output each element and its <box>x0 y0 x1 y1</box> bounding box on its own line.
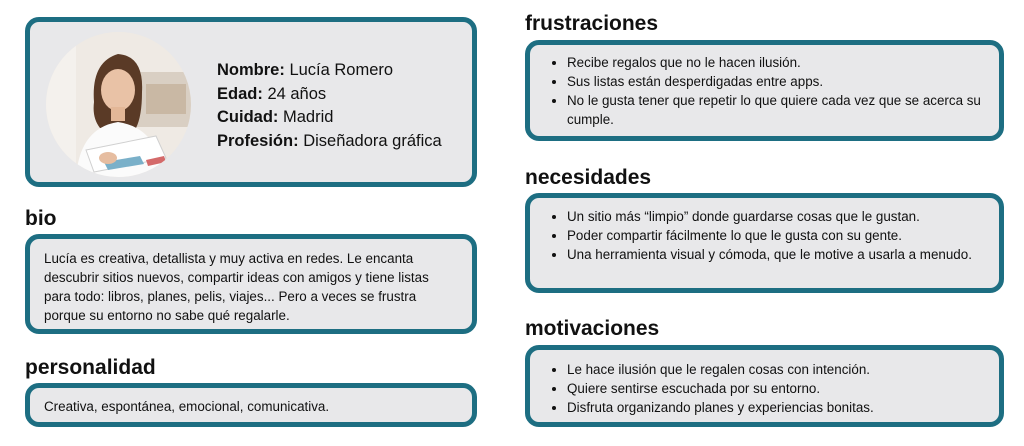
frustrations-heading: frustraciones <box>525 12 659 35</box>
age-row <box>217 83 442 107</box>
bio-heading: bio <box>25 207 57 230</box>
list-item: • Un sitio más “limpio” donde guardarse cosas que le gustan. <box>567 207 985 226</box>
personality-heading: personalidad <box>25 356 156 379</box>
list-item: • Quiere sentirse escuchada por su entorno. <box>567 379 985 398</box>
name-value: Lucía Romero <box>289 61 394 79</box>
list-item: • Le hace ilusión que le regalen cosas con intención. <box>567 360 985 379</box>
frustrations-card <box>525 40 1004 141</box>
profile-facts <box>217 59 442 153</box>
age-value: 24 años <box>267 84 327 103</box>
list-item: • Una herramienta visual y cómoda, que le motive a usarla a menudo. <box>567 245 985 264</box>
needs-card <box>525 193 1004 293</box>
bio-text: Lucía es creativa, detallista y muy activa en redes. Le encanta descubrir sitios nuevos, compartir ideas con amigos y tiene listas para todo: libros, planes, pelis, viajes... Pero a veces se frustra porque su entorno no sabe qué regalarle. <box>44 251 429 323</box>
list-item: • Poder compartir fácilmente lo que le gusta con su gente. <box>567 226 985 245</box>
list-item: • Recibe regalos que no le hacen ilusión. <box>567 53 985 72</box>
profile-photo <box>46 32 191 177</box>
name-label: Nombre: <box>217 61 285 79</box>
needs-heading: necesidades <box>525 166 652 189</box>
list-item: • Disfruta organizando planes y experiencias bonitas. <box>567 398 985 417</box>
profession-label: Profesión: <box>217 131 299 150</box>
motivations-card <box>525 345 1004 427</box>
list-item: • Sus listas están desperdigadas entre apps. <box>567 72 985 91</box>
city-label: Cuidad: <box>217 108 279 126</box>
profession-row <box>217 130 442 154</box>
personality-text: Creativa, espontánea, emocional, comunicativa. <box>44 399 330 414</box>
profile-card <box>25 17 477 187</box>
city-value: Madrid <box>283 108 334 126</box>
needs-list <box>550 207 985 264</box>
profession-value: Diseñadora gráfica <box>303 131 442 150</box>
frustrations-list <box>550 53 985 129</box>
age-label: Edad: <box>217 84 263 103</box>
motivations-list <box>550 360 985 417</box>
city-row <box>217 106 442 130</box>
name-row <box>217 59 442 83</box>
personality-card <box>25 383 477 427</box>
profile-photo-illustration <box>46 32 191 177</box>
motivations-heading: motivaciones <box>525 317 660 340</box>
list-item: • No le gusta tener que repetir lo que quiere cada vez que se acerca su cumple. <box>567 91 985 129</box>
bio-card <box>25 234 477 334</box>
